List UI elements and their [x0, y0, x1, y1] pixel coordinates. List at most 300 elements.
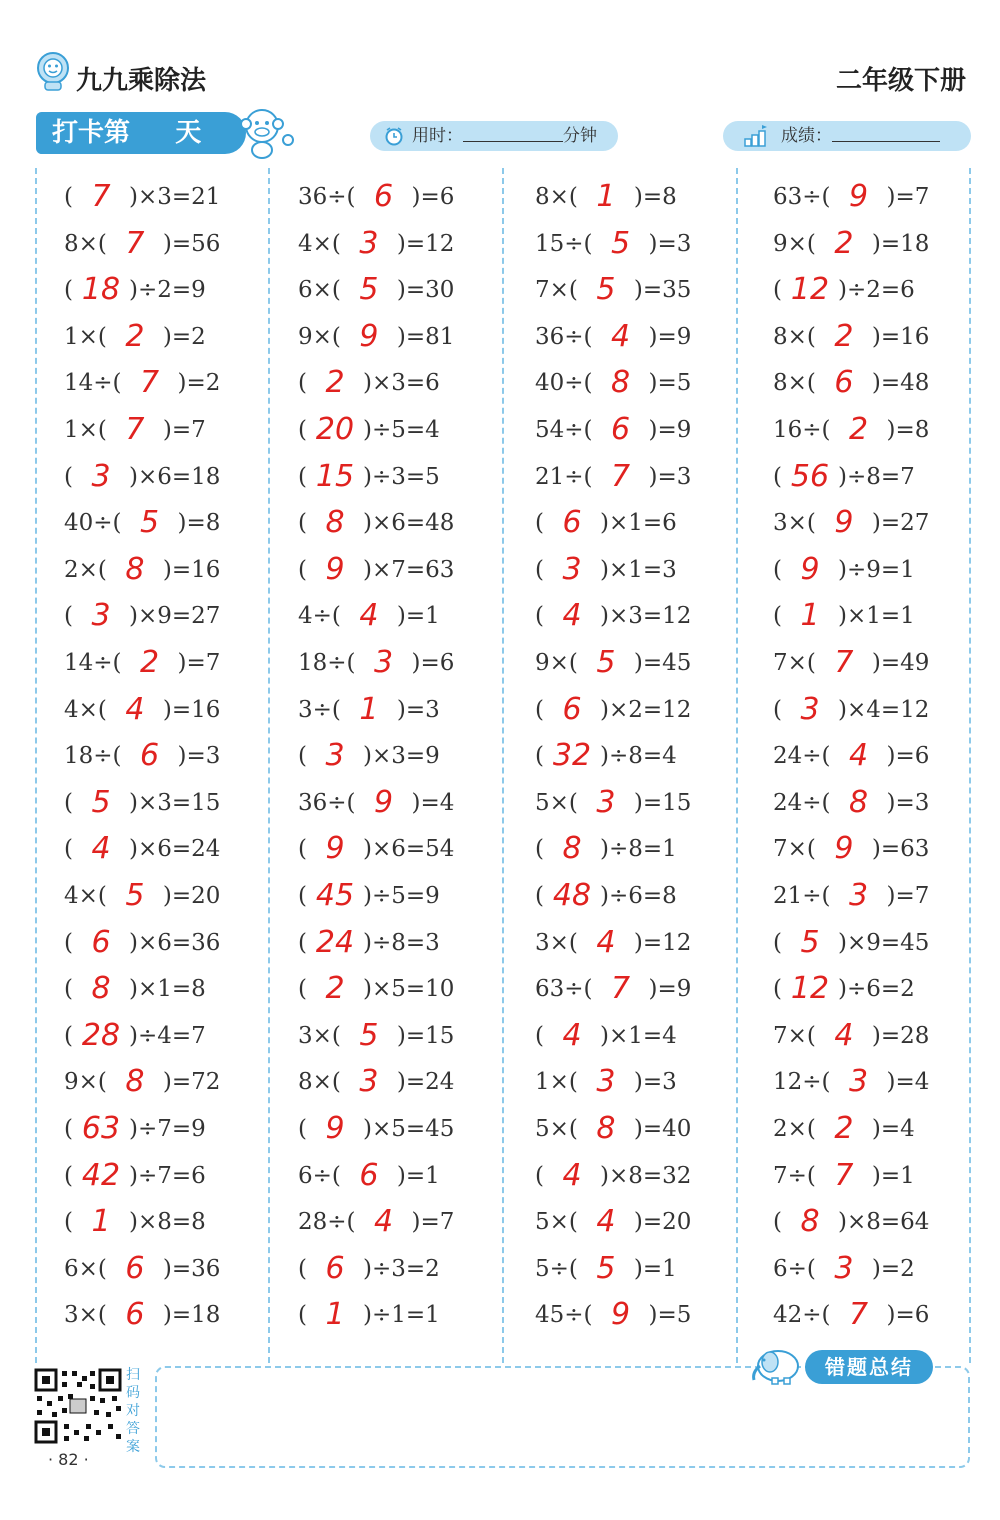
problem-suffix: )÷4=7: [128, 1022, 206, 1049]
problem-prefix: 5÷(: [535, 1255, 578, 1282]
handwritten-answer[interactable]: 9: [834, 831, 854, 867]
problem-row: [535, 545, 677, 591]
problem-row: [64, 1057, 220, 1103]
problem-prefix: 1×(: [535, 1069, 578, 1096]
problem-prefix: (: [298, 929, 307, 956]
handwritten-answer[interactable]: 3: [596, 784, 616, 820]
problem-prefix: 14÷(: [64, 650, 122, 676]
problem-suffix: )=5: [648, 370, 692, 397]
handwritten-answer[interactable]: 9: [373, 784, 394, 820]
problem-suffix: )=7: [162, 417, 206, 443]
problem-row: [298, 964, 454, 1010]
handwritten-answer[interactable]: 7: [834, 645, 854, 680]
handwritten-answer[interactable]: 42: [81, 1157, 121, 1193]
handwritten-answer[interactable]: 5: [359, 272, 379, 308]
problem-row: [773, 312, 929, 358]
problem-prefix: 40÷(: [64, 510, 122, 537]
problem-prefix: 9×(: [535, 650, 578, 676]
handwritten-answer[interactable]: 20: [315, 412, 355, 447]
handwritten-answer[interactable]: 2: [325, 971, 345, 1007]
handwritten-answer[interactable]: 1: [91, 1204, 111, 1240]
time-blank[interactable]: [463, 121, 563, 142]
problem-suffix: )=28: [871, 1022, 930, 1049]
problem-suffix: )×3=21: [128, 184, 221, 210]
problem-suffix: )×4=12: [837, 696, 930, 723]
problem-prefix: 5×(: [535, 789, 578, 816]
problem-row: [298, 731, 440, 777]
handwritten-answer[interactable]: 3: [562, 551, 582, 587]
handwritten-answer[interactable]: 8: [562, 831, 582, 867]
problem-suffix: )=6: [886, 1302, 930, 1329]
problem-suffix: )×5=45: [362, 1116, 455, 1142]
problem-prefix: (: [773, 556, 782, 583]
problem-row: [298, 591, 440, 637]
problem-row: [773, 918, 929, 964]
handwritten-answer[interactable]: 7: [610, 971, 631, 1007]
problem-prefix: (: [64, 1209, 73, 1236]
problem-prefix: (: [298, 417, 307, 443]
problem-row: [298, 918, 440, 964]
problem-prefix: (: [64, 789, 73, 816]
handwritten-answer[interactable]: 7: [125, 412, 145, 447]
handwritten-answer[interactable]: 4: [596, 1204, 616, 1240]
handwritten-answer[interactable]: 5: [359, 1017, 379, 1053]
problem-prefix: (: [298, 556, 307, 583]
handwritten-answer[interactable]: 2: [834, 225, 854, 261]
handwritten-answer[interactable]: 7: [125, 225, 145, 261]
handwritten-answer[interactable]: 8: [848, 784, 869, 820]
problem-row: [298, 824, 454, 870]
problem-prefix: 5×(: [535, 1209, 578, 1236]
problem-row: [773, 452, 915, 498]
handwritten-answer[interactable]: 4: [834, 1017, 854, 1053]
problem-prefix: 28÷(: [298, 1209, 356, 1236]
problem-row: [64, 1290, 220, 1336]
problem-row: [773, 172, 929, 218]
problem-suffix: )=7: [886, 184, 930, 210]
problem-row: [64, 964, 206, 1010]
problem-row: [64, 405, 206, 451]
problem-suffix: )÷8=3: [362, 929, 440, 956]
problem-suffix: )=36: [162, 1255, 221, 1282]
handwritten-answer[interactable]: 3: [848, 878, 869, 913]
problem-suffix: )=1: [396, 1162, 440, 1189]
problem-prefix: 6÷(: [773, 1255, 816, 1282]
handwritten-answer[interactable]: 7: [610, 458, 631, 494]
column-divider: [268, 168, 270, 1363]
problem-suffix: )=7: [886, 883, 930, 909]
problem-prefix: 18÷(: [298, 650, 356, 676]
handwritten-answer[interactable]: 6: [125, 1297, 145, 1333]
handwritten-answer[interactable]: 7: [91, 179, 111, 214]
problem-prefix: 5×(: [535, 1116, 578, 1142]
problem-suffix: )=1: [633, 1255, 677, 1282]
problem-suffix: )=20: [162, 883, 221, 909]
handwritten-answer[interactable]: 4: [562, 1157, 582, 1193]
problem-suffix: )=8: [886, 417, 930, 443]
problem-prefix: 42÷(: [773, 1302, 831, 1329]
problem-prefix: 3÷(: [298, 696, 341, 723]
problem-suffix: )=35: [633, 277, 692, 304]
handwritten-answer[interactable]: 5: [139, 505, 160, 541]
problem-row: [535, 1290, 691, 1336]
problem-suffix: )÷3=5: [362, 463, 440, 490]
problem-suffix: )=30: [396, 277, 455, 304]
problem-prefix: 8×(: [64, 230, 107, 257]
checkin-day-banner: 打卡第 天: [36, 112, 246, 154]
problem-row: [64, 1197, 206, 1243]
problem-row: [298, 405, 440, 451]
problem-suffix: )=9: [648, 417, 692, 443]
problem-prefix: (: [298, 976, 307, 1003]
problem-suffix: )×3=9: [362, 743, 440, 770]
handwritten-answer[interactable]: 15: [315, 458, 355, 494]
handwritten-answer[interactable]: 9: [610, 1297, 631, 1333]
problem-row: [298, 172, 454, 218]
problem-prefix: 2×(: [773, 1116, 816, 1142]
problem-suffix: )×6=48: [362, 510, 455, 537]
problem-suffix: )=1: [396, 603, 440, 630]
handwritten-answer[interactable]: 6: [562, 691, 582, 727]
problem-suffix: )×1=3: [599, 556, 677, 583]
handwritten-answer[interactable]: 32: [552, 738, 592, 774]
problem-row: [298, 1011, 454, 1057]
handwritten-answer[interactable]: 3: [359, 1064, 379, 1100]
problem-prefix: (: [64, 1116, 73, 1142]
problem-suffix: )×3=15: [128, 789, 221, 816]
handwritten-answer[interactable]: 6: [610, 412, 631, 447]
problem-prefix: (: [773, 463, 782, 490]
handwritten-answer[interactable]: 3: [848, 1064, 869, 1100]
problem-prefix: (: [535, 1022, 544, 1049]
handwritten-answer[interactable]: 4: [359, 598, 379, 634]
problem-suffix: )×7=63: [362, 556, 455, 583]
handwritten-answer[interactable]: 9: [848, 179, 869, 214]
handwritten-answer[interactable]: 2: [834, 318, 854, 354]
problem-row: [535, 1011, 677, 1057]
handwritten-answer[interactable]: 5: [125, 878, 145, 913]
problem-row: [773, 731, 929, 777]
problem-suffix: )÷7=9: [128, 1116, 206, 1142]
problem-row: [773, 824, 929, 870]
problem-prefix: 3×(: [64, 1302, 107, 1329]
problem-row: [535, 219, 691, 265]
handwritten-answer[interactable]: 24: [315, 924, 355, 960]
problem-prefix: 18÷(: [64, 743, 122, 770]
handwritten-answer[interactable]: 8: [610, 365, 631, 401]
handwritten-answer[interactable]: 8: [325, 505, 345, 541]
problem-row: [773, 1244, 915, 1290]
problem-row: [298, 358, 440, 404]
problem-suffix: )×1=8: [128, 976, 206, 1003]
problem-prefix: 7×(: [773, 650, 816, 676]
problem-suffix: )=2: [162, 323, 206, 350]
problem-suffix: )×9=27: [128, 603, 221, 630]
problem-suffix: )=4: [411, 789, 455, 816]
handwritten-answer[interactable]: 4: [848, 738, 869, 774]
problem-suffix: )×3=12: [599, 603, 692, 630]
problem-row: [298, 1151, 440, 1197]
problem-prefix: (: [298, 1116, 307, 1142]
handwritten-answer[interactable]: 1: [359, 691, 379, 727]
problem-prefix: (: [773, 696, 782, 723]
problem-suffix: )=9: [648, 976, 692, 1003]
problem-prefix: 4×(: [64, 696, 107, 723]
problem-row: [773, 1290, 929, 1336]
problem-suffix: )×8=32: [599, 1162, 692, 1189]
problem-prefix: 36÷(: [535, 323, 593, 350]
handwritten-answer[interactable]: 3: [91, 598, 111, 634]
handwritten-answer[interactable]: 18: [81, 272, 121, 308]
problem-suffix: )=15: [396, 1022, 455, 1049]
handwritten-answer[interactable]: 1: [800, 598, 820, 634]
problem-suffix: )=27: [871, 510, 930, 537]
problem-suffix: )×5=10: [362, 976, 455, 1003]
handwritten-answer[interactable]: 8: [800, 1204, 820, 1240]
handwritten-answer[interactable]: 3: [834, 1250, 854, 1286]
problem-prefix: (: [64, 184, 73, 210]
problem-row: [773, 1011, 929, 1057]
problem-suffix: )=20: [633, 1209, 692, 1236]
problem-row: [64, 1011, 206, 1057]
handwritten-answer[interactable]: 9: [325, 551, 345, 587]
problem-suffix: )=2: [177, 370, 221, 397]
handwritten-answer[interactable]: 63: [81, 1111, 121, 1146]
problem-row: [773, 685, 929, 731]
handwritten-answer[interactable]: 6: [359, 1157, 379, 1193]
problem-prefix: 8×(: [298, 1069, 341, 1096]
problem-column-3: [535, 168, 735, 1363]
problem-row: [773, 358, 929, 404]
handwritten-answer[interactable]: 2: [139, 645, 160, 680]
handwritten-answer[interactable]: 9: [800, 551, 820, 587]
problem-prefix: (: [64, 976, 73, 1003]
monkey-icon: [236, 104, 298, 160]
handwritten-answer[interactable]: 5: [596, 1250, 616, 1286]
lion-logo-icon: [34, 50, 72, 92]
problem-row: [535, 685, 691, 731]
handwritten-answer[interactable]: 4: [610, 318, 631, 354]
problem-prefix: 63÷(: [773, 184, 831, 210]
problem-row: [64, 1151, 206, 1197]
handwritten-answer[interactable]: 48: [552, 878, 592, 913]
problem-row: [535, 405, 691, 451]
handwritten-answer[interactable]: 3: [373, 645, 394, 680]
problem-row: [773, 1104, 915, 1150]
problem-suffix: )=12: [396, 230, 455, 257]
handwritten-answer[interactable]: 9: [325, 1111, 345, 1146]
handwritten-answer[interactable]: 4: [562, 1017, 582, 1053]
handwritten-answer[interactable]: 3: [359, 225, 379, 261]
handwritten-answer[interactable]: 8: [125, 551, 145, 587]
problem-suffix: )×3=6: [362, 370, 440, 397]
handwritten-answer[interactable]: 9: [834, 505, 854, 541]
problem-prefix: 7×(: [535, 277, 578, 304]
handwritten-answer[interactable]: 12: [790, 971, 830, 1007]
problem-prefix: 3×(: [535, 929, 578, 956]
problem-column-1: [64, 168, 264, 1363]
problem-suffix: )=16: [871, 323, 930, 350]
handwritten-answer[interactable]: 3: [800, 691, 820, 727]
problem-row: [535, 918, 691, 964]
handwritten-answer[interactable]: 6: [91, 924, 111, 960]
handwritten-answer[interactable]: 7: [139, 365, 160, 401]
handwritten-answer[interactable]: 7: [834, 1157, 854, 1193]
problem-suffix: )×6=36: [128, 929, 221, 956]
problem-suffix: )=63: [871, 836, 930, 863]
problem-prefix: 45÷(: [535, 1302, 593, 1329]
problem-row: [298, 1244, 440, 1290]
handwritten-answer[interactable]: 4: [125, 691, 145, 727]
handwritten-answer[interactable]: 5: [91, 784, 111, 820]
handwritten-answer[interactable]: 5: [800, 924, 820, 960]
problem-prefix: (: [535, 743, 544, 770]
problem-row: [64, 172, 220, 218]
problem-prefix: 21÷(: [535, 463, 593, 490]
handwritten-answer[interactable]: 6: [562, 505, 582, 541]
page-number: · 82 ·: [48, 1450, 89, 1469]
problem-row: [535, 1151, 691, 1197]
handwritten-answer[interactable]: 6: [139, 738, 160, 774]
handwritten-answer[interactable]: 6: [373, 179, 394, 214]
problem-suffix: )×1=1: [837, 603, 915, 630]
handwritten-answer[interactable]: 3: [325, 738, 345, 774]
handwritten-answer[interactable]: 8: [596, 1111, 616, 1146]
handwritten-answer[interactable]: 1: [325, 1297, 345, 1333]
handwritten-answer[interactable]: 56: [790, 458, 830, 494]
handwritten-answer[interactable]: 9: [359, 318, 379, 354]
handwritten-answer[interactable]: 8: [91, 971, 111, 1007]
handwritten-answer[interactable]: 6: [125, 1250, 145, 1286]
handwritten-answer[interactable]: 6: [325, 1250, 345, 1286]
problem-prefix: (: [298, 463, 307, 490]
problem-prefix: (: [535, 696, 544, 723]
problem-prefix: 3×(: [298, 1022, 341, 1049]
handwritten-answer[interactable]: 2: [834, 1111, 854, 1146]
column-divider: [969, 168, 971, 1363]
handwritten-answer[interactable]: 4: [373, 1204, 394, 1240]
problem-suffix: )=3: [633, 1069, 677, 1096]
problem-row: [773, 964, 915, 1010]
handwritten-answer[interactable]: 2: [848, 412, 869, 447]
problem-row: [535, 1057, 677, 1103]
problem-row: [64, 452, 220, 498]
problem-prefix: (: [298, 370, 307, 397]
handwritten-answer[interactable]: 5: [596, 645, 616, 680]
handwritten-answer[interactable]: 9: [325, 831, 345, 867]
problem-prefix: 1×(: [64, 323, 107, 350]
problem-row: [535, 731, 677, 777]
problem-suffix: )=18: [162, 1302, 221, 1329]
handwritten-answer[interactable]: 2: [125, 318, 145, 354]
problem-suffix: )÷6=2: [837, 976, 915, 1003]
problem-row: [535, 964, 691, 1010]
problem-row: [535, 265, 691, 311]
problem-row: [298, 498, 454, 544]
problem-suffix: )×6=18: [128, 463, 221, 490]
handwritten-answer[interactable]: 2: [325, 365, 345, 401]
handwritten-answer[interactable]: 4: [596, 924, 616, 960]
score-blank[interactable]: [832, 121, 940, 142]
time-spent-field[interactable]: [370, 121, 618, 151]
problem-suffix: )=16: [162, 556, 221, 583]
problem-suffix: )×1=4: [599, 1022, 677, 1049]
problem-row: [64, 265, 206, 311]
problem-prefix: 6×(: [298, 277, 341, 304]
problem-prefix: 9×(: [298, 323, 341, 350]
handwritten-answer[interactable]: 8: [125, 1064, 145, 1100]
handwritten-answer[interactable]: 28: [81, 1017, 121, 1053]
problem-suffix: )×9=45: [837, 929, 930, 956]
handwritten-answer[interactable]: 5: [596, 272, 616, 308]
score-field[interactable]: [723, 121, 971, 151]
problem-prefix: (: [298, 836, 307, 863]
column-divider: [502, 168, 504, 1363]
problem-suffix: )×1=6: [599, 510, 677, 537]
problem-suffix: )=12: [633, 929, 692, 956]
problem-prefix: 14÷(: [64, 370, 122, 397]
handwritten-answer[interactable]: 4: [562, 598, 582, 634]
handwritten-answer[interactable]: 4: [91, 831, 111, 867]
handwritten-answer[interactable]: 6: [834, 365, 854, 401]
problem-suffix: )÷6=8: [599, 883, 677, 909]
problem-prefix: 6×(: [64, 1255, 107, 1282]
problem-suffix: )÷8=1: [599, 836, 677, 863]
problem-suffix: )×6=54: [362, 836, 455, 863]
problem-suffix: )=16: [162, 696, 221, 723]
problem-row: [535, 778, 691, 824]
handwritten-answer[interactable]: 5: [610, 225, 631, 261]
problem-suffix: )=18: [871, 230, 930, 257]
handwritten-answer[interactable]: 3: [596, 1064, 616, 1100]
problem-row: [535, 358, 691, 404]
problem-row: [535, 172, 677, 218]
score-label: 成绩：: [781, 126, 832, 146]
problem-suffix: )×8=8: [128, 1209, 206, 1236]
problem-suffix: )÷2=6: [837, 277, 915, 304]
problem-row: [773, 638, 929, 684]
handwritten-answer[interactable]: 1: [596, 179, 616, 214]
problem-suffix: )=8: [177, 510, 221, 537]
problem-row: [298, 219, 454, 265]
problem-row: [773, 871, 929, 917]
problem-suffix: )=24: [396, 1069, 455, 1096]
handwritten-answer[interactable]: 45: [315, 878, 355, 913]
problem-row: [535, 871, 677, 917]
problem-suffix: )=1: [871, 1162, 915, 1189]
problem-prefix: 1×(: [64, 417, 107, 443]
problem-prefix: (: [64, 603, 73, 630]
problem-suffix: )=2: [871, 1255, 915, 1282]
problem-prefix: (: [773, 929, 782, 956]
handwritten-answer[interactable]: 7: [848, 1297, 869, 1333]
problem-suffix: )=56: [162, 230, 221, 257]
problem-row: [64, 778, 220, 824]
problem-prefix: (: [773, 603, 782, 630]
problem-suffix: )=3: [648, 230, 692, 257]
handwritten-answer[interactable]: 12: [790, 272, 830, 308]
problem-row: [64, 219, 220, 265]
problem-row: [535, 824, 677, 870]
problem-prefix: 16÷(: [773, 417, 831, 443]
problem-prefix: (: [64, 1022, 73, 1049]
problem-prefix: 21÷(: [773, 883, 831, 909]
problem-row: [64, 685, 220, 731]
qr-code-icon[interactable]: [34, 1368, 122, 1444]
problem-suffix: )=72: [162, 1069, 221, 1096]
handwritten-answer[interactable]: 3: [91, 458, 111, 494]
problem-suffix: )=3: [648, 463, 692, 490]
